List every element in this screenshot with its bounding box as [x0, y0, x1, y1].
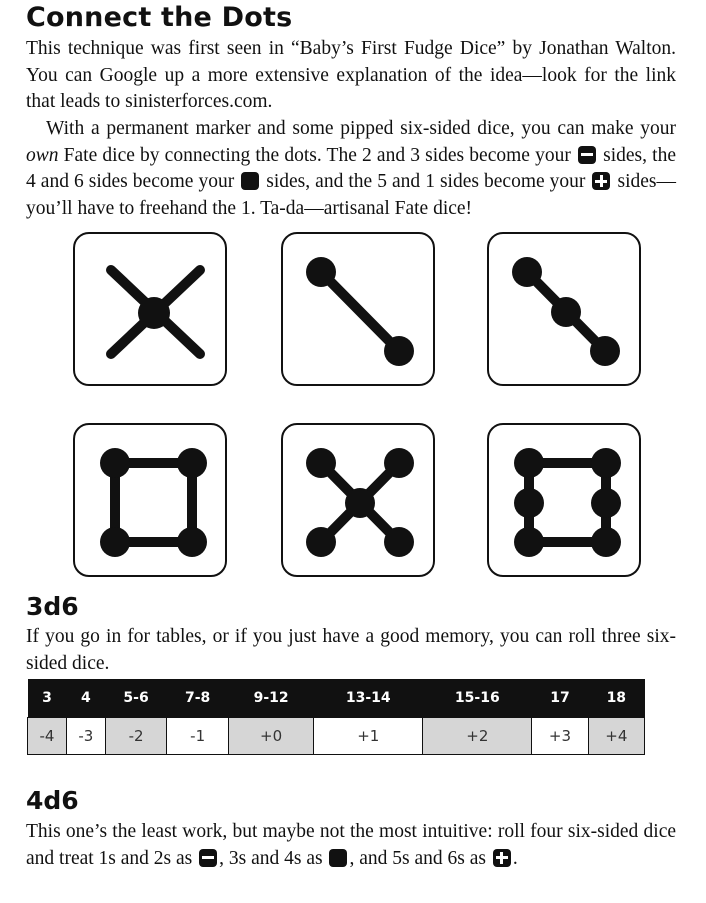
- fate-plus-icon: [592, 172, 610, 190]
- table-header-cell: 17: [532, 679, 588, 718]
- instructions-text-a: With a permanent marker and some pipped six-sided dice, you can make your: [46, 118, 676, 139]
- die-five-plus-second: [281, 423, 435, 577]
- table-header-cell: 7-8: [167, 679, 229, 718]
- table-header-cell: 3: [28, 679, 67, 718]
- table-value-cell: +3: [532, 718, 588, 755]
- section-title-connect-the-dots: Connect the Dots: [26, 2, 293, 33]
- fate-minus-icon: [199, 849, 217, 867]
- fate-minus-icon: [578, 146, 596, 164]
- 3d6-paragraph: If you go in for tables, or if you just have a good memory, you can roll three six-sided dice.: [26, 626, 676, 674]
- table-value-cell: +2: [423, 718, 532, 755]
- die-five-cross-drawing: [75, 234, 224, 383]
- die-three-minus: [487, 232, 641, 386]
- table-value-cell: +4: [588, 718, 644, 755]
- 4d6-text-c: , and 5s and 6s as: [349, 847, 491, 869]
- 4d6-text-a: This one’s the least work, but maybe not the most intuitive: roll four six-sided dice and treat 1s and 2s as: [26, 821, 676, 869]
- table-value-cell: -3: [66, 718, 105, 755]
- section-title-3d6: 3d6: [26, 592, 79, 621]
- die-six-square-drawing: [489, 425, 638, 574]
- die-four-blank: [73, 423, 227, 577]
- 3d6-table-value-row: [28, 718, 645, 755]
- 4d6-text-d: .: [512, 847, 518, 869]
- 3d6-table: [27, 679, 645, 755]
- die-five-x-drawing: [283, 425, 432, 574]
- fate-blank-icon: [329, 849, 347, 867]
- fate-blank-icon: [241, 172, 259, 190]
- die-four-square-drawing: [75, 425, 224, 574]
- die-three-line-drawing: [489, 234, 638, 383]
- table-header-cell: 15-16: [423, 679, 532, 718]
- die-five-plus: [73, 232, 227, 386]
- table-value-cell: -4: [28, 718, 67, 755]
- 3d6-table-header-row: [28, 679, 645, 718]
- table-header-cell: 5-6: [105, 679, 167, 718]
- fate-plus-icon: [493, 849, 511, 867]
- dice-illustrations: [73, 232, 645, 579]
- table-value-cell: +0: [228, 718, 313, 755]
- instructions-emphasis: own: [26, 144, 59, 166]
- table-header-cell: 13-14: [314, 679, 423, 718]
- section-title-4d6: 4d6: [26, 786, 79, 815]
- instructions-text-b: Fate dice by connecting the dots. The 2 and 3 sides become your: [58, 144, 576, 166]
- intro-paragraph: This technique was first seen in “Baby’s First Fudge Dice” by Jonathan Walton. You can Google up a more extensive explanation of the idea—look for the link that leads to sinisterforces.com.: [26, 38, 676, 112]
- instructions-text-c: sides, the 4 and 6 sides become your: [26, 144, 676, 192]
- table-value-cell: -2: [105, 718, 167, 755]
- die-six-blank: [487, 423, 641, 577]
- instructions-text-d: sides, and the 5 and 1 sides become your: [261, 171, 591, 192]
- die-two-minus: [281, 232, 435, 386]
- die-two-line-drawing: [283, 234, 432, 383]
- instructions-text-e: sides—you’ll have to freehand the 1. Ta-da—artisanal Fate dice!: [26, 171, 676, 219]
- instructions-paragraph: [26, 116, 676, 222]
- table-value-cell: +1: [314, 718, 423, 755]
- 4d6-text-b: , 3s and 4s as: [219, 847, 328, 869]
- 4d6-paragraph: [26, 819, 676, 872]
- table-header-cell: 4: [66, 679, 105, 718]
- table-header-cell: 18: [588, 679, 644, 718]
- table-value-cell: -1: [167, 718, 229, 755]
- table-header-cell: 9-12: [228, 679, 313, 718]
